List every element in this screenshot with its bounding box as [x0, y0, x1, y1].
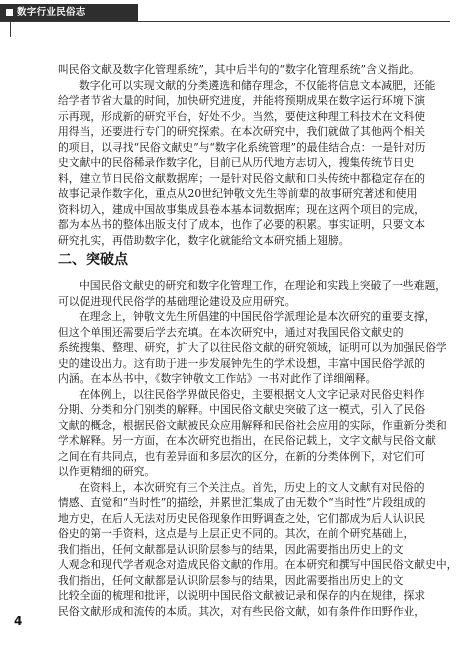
text-line: 可以促进现代民俗学的基础理论建设及应用研究。	[58, 294, 296, 308]
text-line: 史的建设出力。这有助于进一步发展钟先生的学术设想，丰富中国民俗学派的	[58, 356, 426, 370]
text-line: 俗史的第一手资料，这点是与上层正史不同的。其次，在前个研究基础上，	[58, 527, 415, 540]
text-line: 民俗文献形成和流传的本质。其次，对有些民俗文献，如有条件作田野作业，	[58, 604, 426, 618]
page-body	[58, 62, 457, 619]
text-line: 故事记录作数字化，重点从20世纪钟敬文先生等前辈的故事研究著述和使用	[58, 187, 418, 200]
text-line: 用得当，还要进行专门的研究探索。在本次研究中，我们就做了其他两个相关	[58, 125, 426, 138]
text-line: 内涵。在本丛书中，《数字钟敬文工作站》一书对此作了详细阐释。	[58, 372, 377, 385]
text-line: 的项目，以寻找“民俗文献史”与“数字化系统管理”的最佳结合点：一是针对历	[58, 140, 426, 154]
text-line: 我们指出，任何文献都是认识阶层参与的结果，因此需要指出历史上的文	[58, 573, 404, 587]
section-heading: 二、突破点	[58, 252, 128, 268]
text-line: 料，建立节日民俗文献数据库；一是针对民俗文献和口头传统中都稳定存在的	[58, 171, 426, 185]
header-square-icon	[6, 9, 13, 16]
text-line: 以作更精细的研究。	[58, 465, 156, 478]
running-header-title: 数字行业民俗志	[17, 7, 86, 18]
text-line: 在理念上，钟敬文先生所倡建的中国民俗学派理论是本次研究的重要支撑，	[79, 310, 436, 323]
text-line: 分期、分类和分门别类的解释。中国民俗文献史突破了这一模式，引入了民俗	[58, 403, 426, 416]
paragraph-2	[58, 278, 447, 309]
page-number: 4	[14, 614, 23, 628]
text-line: 都为本丛书的整体出版支付了成本，也作了必要的积累。事实证明，只要文本	[58, 218, 426, 231]
text-line: 在资料上，本次研究有三个关注点。首先，历史上的文人文献有对民俗的	[79, 480, 425, 494]
paragraph-5	[58, 480, 457, 620]
text-line: 文献的概念，根据民俗文献被民众应用解释和民俗社会应用的实际，作重新分类和	[58, 418, 447, 432]
text-line: 史文献中的民俗稀录作数字化，目前已从历代地方志切入，搜集传统节日史	[58, 156, 415, 169]
text-line: 叫民俗文献及数字化管理系统”，其中后半句的“数字化管理系统”含义指此。	[58, 63, 421, 76]
text-line: 但这个单围还需要后学去充填。在本次研究中，通过对我国民俗文献史的	[58, 325, 404, 339]
text-line: 研究扎实，再借助数字化，数字化就能给文本研究插上翅膀。	[58, 233, 350, 247]
text-line: 数字化可以实现文献的分类遴选和储存理念，不仅能将信息文本减肥，还能	[79, 78, 436, 92]
text-line: 我们指出，任何文献都是认识阶层参与的结果，因此需要指出历史上的文	[58, 542, 404, 556]
text-line: 情感、直觉和“当时性”的描绘，并累世汇集成了由无数个“当时性”片段组成的	[58, 496, 426, 509]
text-line: 之间在有共同点，也有差异面和多层次的区分，在新的分类体例下，对它们可	[58, 449, 426, 463]
text-line: 比较全面的梳理和批评，以说明中国民俗文献被记录和保存的内在规律，探求	[58, 589, 426, 602]
text-line: 在体例上，以往民俗学界做民俗史，主要根据文人文字记录对民俗史料作	[79, 387, 425, 401]
paragraph-1	[58, 62, 436, 248]
text-line: 资料切入，建成中国故事集成县卷本基本词数据库；现在这两个项目的完成，	[58, 202, 426, 216]
header-rule	[0, 21, 450, 22]
header-bar	[0, 4, 138, 21]
text-line: 示再现，形成新的研究平台，好处不少。当然，要使这种理工科技术在文科使	[58, 109, 426, 123]
header-tick	[10, 21, 11, 37]
text-line: 系统搜集、整理、研究，扩大了以往民俗文献的研究领域，证明可以为加强民俗学	[58, 341, 447, 354]
paragraph-3	[58, 309, 447, 387]
text-line: 地方史，在后人无法对历史民俗现象作田野调查之处，它们都成为后人认识民	[58, 511, 426, 525]
text-line: 人观念和现代学者观念对造成民俗文献的作用。在本研究和撰写中国民俗文献史中，	[58, 558, 457, 571]
text-line: 给学者节省大量的时间，加快研究进度，并能将预期成果在数字运行环境下演	[58, 94, 426, 107]
text-line: 中国民俗文献史的研究和数字化管理工作，在理论和实践上突破了一些难题，	[79, 279, 447, 292]
paragraph-4	[58, 387, 447, 480]
text-line: 学术解释。另一方面，在本次研究也指出，在民俗记载上，文字文献与民俗文献	[58, 434, 436, 447]
